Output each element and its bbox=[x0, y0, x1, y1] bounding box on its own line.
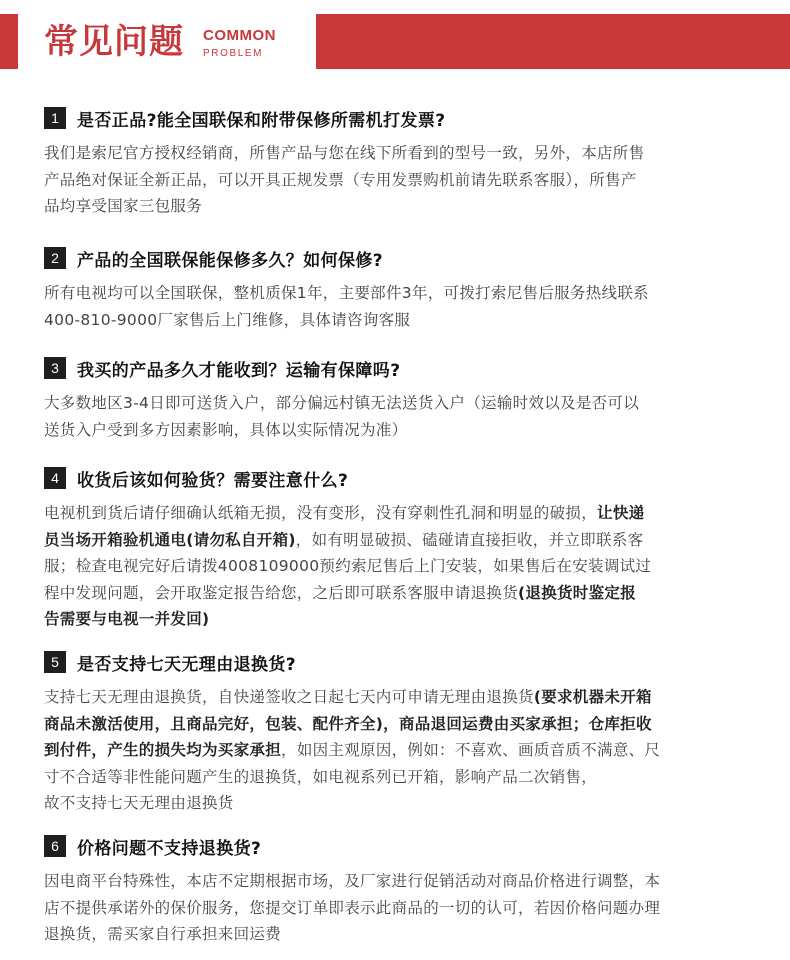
answer-segment: 送货入户受到多方因素影响，具体以实际情况为准） bbox=[44, 420, 408, 439]
answer-line bbox=[44, 553, 760, 580]
header-accent-bar-right bbox=[316, 14, 790, 69]
answer-emphasis: (要求机器未开箱 bbox=[533, 688, 652, 706]
answer-emphasis: 告需要与电视一并发回) bbox=[44, 610, 210, 628]
question-number-badge: 3 bbox=[44, 357, 66, 379]
answer-segment: 我们是索尼官方授权经销商，所售产品与您在线下所看到的型号一致，另外，本店所售 bbox=[44, 144, 645, 162]
answer-segment: 支持七天无理由退换货，自快递签收之日起七天内可申请无理由退换货 bbox=[44, 688, 534, 706]
faq-item bbox=[44, 650, 760, 817]
answer-line bbox=[44, 417, 760, 444]
answer-emphasis: 商品未激活使用，且商品完好，包装、配件齐全)，商品退回运费由买家承担；仓库拒收 bbox=[44, 714, 652, 733]
answer-segment: 大多数地区3-4日即可送货入户，部分偏远村镇无法送货入户（运输时效以及是否可以 bbox=[44, 394, 640, 412]
answer-segment: 退换货，需买家自行承担来回运费 bbox=[44, 925, 282, 943]
answer-line bbox=[44, 868, 760, 895]
answer-line bbox=[44, 390, 760, 417]
answer-emphasis: 让快递 bbox=[597, 504, 645, 522]
answer-segment: 所有电视均可以全国联保，整机质保1年，主要部件3年，可拨打索尼售后服务热线联系 bbox=[44, 284, 649, 302]
answer-line bbox=[44, 895, 760, 922]
answer-line bbox=[44, 140, 760, 167]
answer-segment: ，如有明显破损、磕碰请直接拒收，并立即联系客 bbox=[295, 530, 644, 549]
faq-item bbox=[44, 834, 760, 948]
page-subtitle-common: COMMON bbox=[203, 27, 276, 44]
question-number-badge: 5 bbox=[44, 651, 66, 673]
page-title: 常见问题 bbox=[44, 22, 184, 62]
answer-line bbox=[44, 527, 760, 554]
answer-line bbox=[44, 280, 760, 307]
answer-segment: 故不支持七天无理由退换货 bbox=[44, 794, 234, 812]
question-number-badge: 2 bbox=[44, 247, 66, 269]
answer-segment: 因电商平台特殊性，本店不定期根据市场，及厂家进行促销活动对商品价格进行调整，本 bbox=[44, 872, 661, 890]
question-text: 价格问题不支持退换货? bbox=[77, 838, 262, 859]
answer-segment: 400-810-9000厂家售后上门维修，具体请咨询客服 bbox=[44, 310, 411, 329]
answer-line bbox=[44, 711, 760, 738]
answer-text bbox=[44, 140, 760, 220]
answer-text bbox=[44, 868, 760, 948]
page-subtitle-problem: PROBLEM bbox=[203, 48, 264, 59]
answer-segment: 店不提供承诺外的保价服务，您提交订单即表示此商品的一切的认可，若因价格问题办理 bbox=[44, 898, 661, 917]
question-text: 我买的产品多久才能收到？运输有保障吗? bbox=[77, 360, 401, 381]
faq-item bbox=[44, 246, 760, 333]
answer-line bbox=[44, 193, 760, 220]
answer-text bbox=[44, 390, 760, 443]
answer-text bbox=[44, 280, 760, 333]
answer-segment: 产品绝对保证全新正品，可以开具正规发票（专用发票购机前请先联系客服），所售产 bbox=[44, 170, 637, 189]
faq-item bbox=[44, 466, 760, 633]
answer-line bbox=[44, 167, 760, 194]
answer-emphasis: (退换货时鉴定报 bbox=[518, 583, 637, 602]
answer-emphasis: 员当场开箱验机通电(请勿私自开箱) bbox=[44, 530, 296, 549]
question-text: 是否支持七天无理由退换货? bbox=[77, 654, 297, 675]
answer-line bbox=[44, 790, 760, 817]
answer-segment: 品均享受国家三包服务 bbox=[44, 197, 203, 215]
faq-item bbox=[44, 106, 760, 220]
question-number-badge: 6 bbox=[44, 835, 66, 857]
header-accent-bar-left bbox=[0, 14, 18, 69]
answer-segment: 电视机到货后请仔细确认纸箱无损，没有变形，没有穿刺性孔洞和明显的破损， bbox=[44, 504, 598, 522]
answer-segment: 程中发现问题，会开取鉴定报告给您，之后即可联系客服申请退换货 bbox=[44, 583, 519, 602]
faq-item bbox=[44, 356, 760, 443]
answer-line bbox=[44, 580, 760, 607]
answer-line bbox=[44, 684, 760, 711]
answer-line bbox=[44, 307, 760, 334]
answer-line bbox=[44, 606, 760, 633]
answer-line bbox=[44, 921, 760, 948]
answer-line bbox=[44, 737, 760, 764]
answer-emphasis: 到付件，产生的损失均为买家承担 bbox=[44, 741, 282, 759]
question-text: 收货后该如何验货？需要注意什么? bbox=[77, 470, 349, 491]
page-header bbox=[0, 14, 790, 69]
question-number-badge: 4 bbox=[44, 467, 66, 489]
question-text: 产品的全国联保能保修多久？如何保修? bbox=[77, 250, 384, 271]
question-text: 是否正品?能全国联保和附带保修所需机打发票? bbox=[77, 110, 446, 131]
question-number-badge: 1 bbox=[44, 107, 66, 129]
answer-line bbox=[44, 500, 760, 527]
answer-line bbox=[44, 764, 760, 791]
answer-segment: ，如因主观原因，例如：不喜欢、画质音质不满意、尺 bbox=[281, 741, 661, 759]
answer-segment: 寸不合适等非性能问题产生的退换货，如电视系列已开箱，影响产品二次销售， bbox=[44, 767, 598, 786]
answer-text bbox=[44, 500, 760, 633]
answer-text bbox=[44, 684, 760, 817]
answer-segment: 服；检查电视完好后请拨4008109000预约索尼售后上门安装，如果售后在安装调试过 bbox=[44, 557, 652, 575]
